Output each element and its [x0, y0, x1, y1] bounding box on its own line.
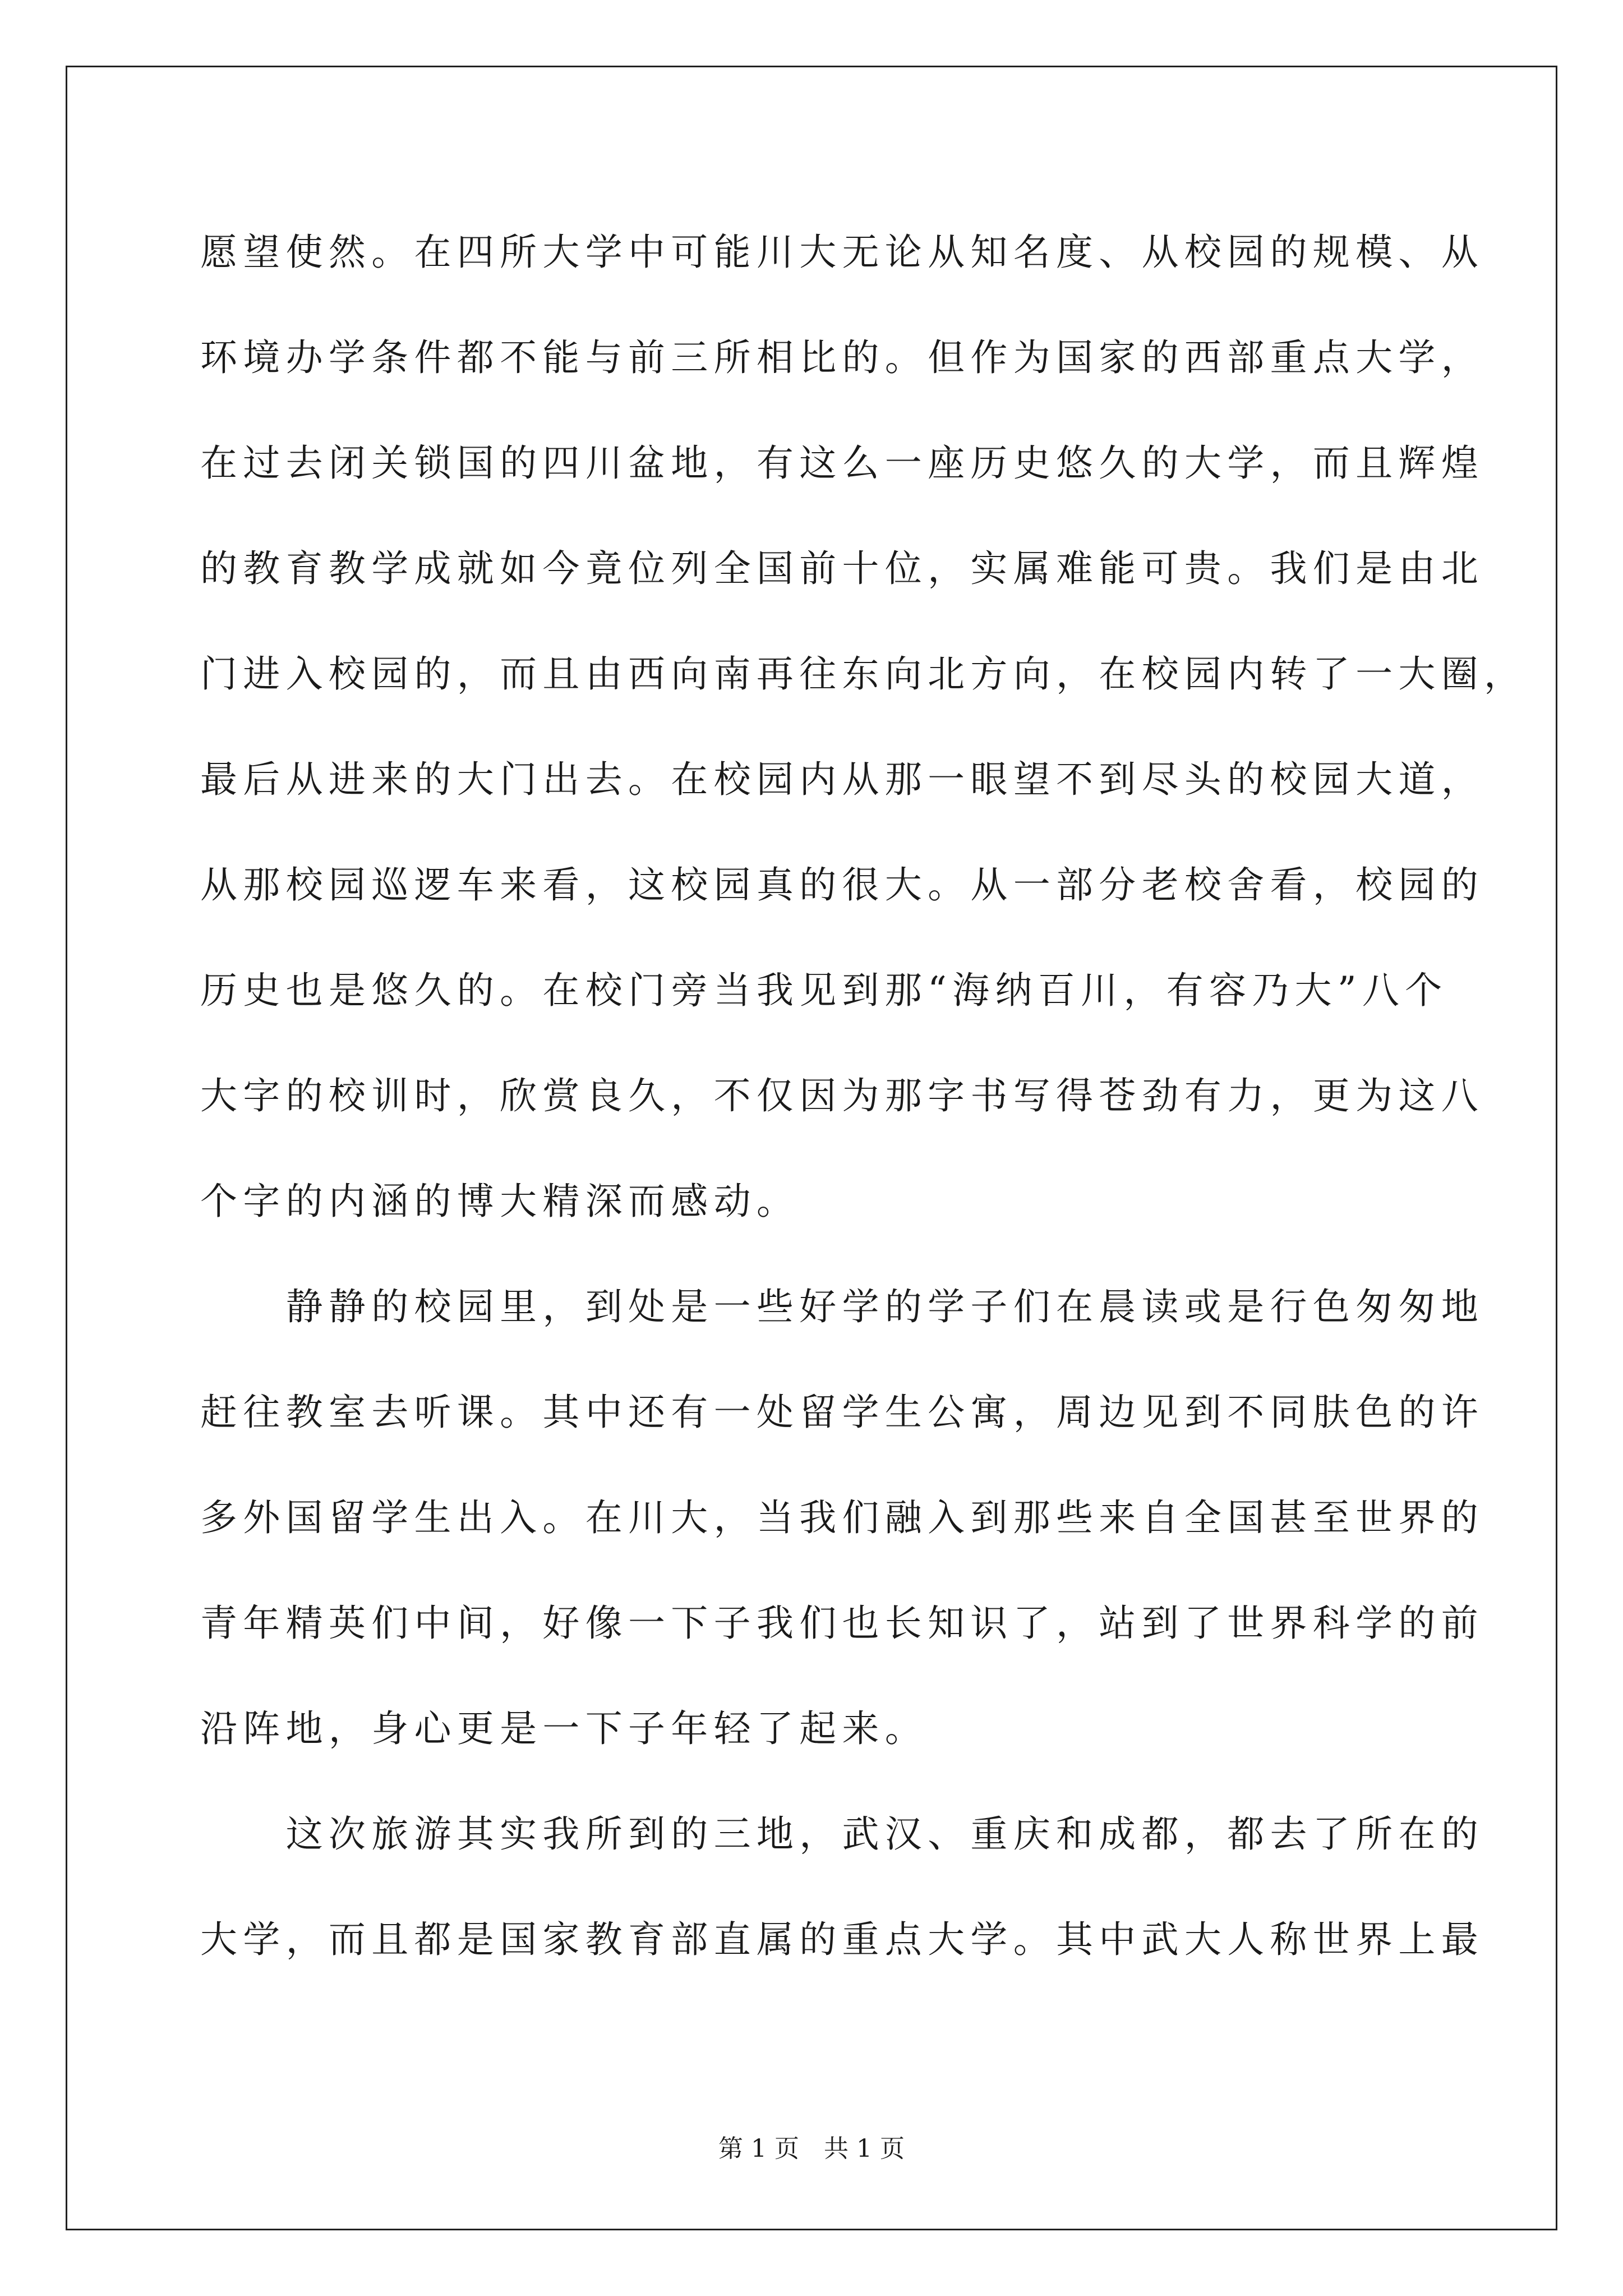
text-line: 静静的校园里，到处是一些好学的学子们在晨读或是行色匆匆地 — [200, 1285, 1484, 1328]
text-line: 愿望使然。在四所大学中可能川大无论从知名度、从校园的规模、从 — [200, 231, 1484, 274]
text-line: 赶往教室去听课。其中还有一处留学生公寓，周边见到不同肤色的许 — [200, 1391, 1484, 1434]
text-line: 青年精英们中间，好像一下子我们也长知识了，站到了世界科学的前 — [200, 1602, 1484, 1645]
text-line: 沿阵地，身心更是一下子年轻了起来。 — [200, 1707, 928, 1750]
document-body — [200, 218, 1527, 2010]
page-footer — [0, 2133, 1623, 2165]
text-line: 最后从进来的大门出去。在校园内从那一眼望不到尽头的校园大道， — [200, 758, 1484, 801]
text-line: 从那校园巡逻车来看，这校园真的很大。从一部分老校舍看，校园的 — [200, 863, 1484, 907]
text-line: 大学，而且都是国家教育部直属的重点大学。其中武大人称世界上最 — [200, 1918, 1484, 1961]
text-line: 在过去闭关锁国的四川盆地，有这么一座历史悠久的大学，而且辉煌 — [200, 441, 1484, 485]
text-line: 个字的内涵的博大精深而感动。 — [200, 1180, 800, 1223]
text-line: 环境办学条件都不能与前三所相比的。但作为国家的西部重点大学， — [200, 336, 1484, 379]
text-line: 门进入校园的，而且由西向南再往东向北方向，在校园内转了一大圈， — [200, 652, 1527, 696]
text-line: 的教育教学成就如今竟位列全国前十位，实属难能可贵。我们是由北 — [200, 547, 1484, 590]
text-line: 这次旅游其实我所到的三地，武汉、重庆和成都，都去了所在的 — [200, 1812, 1484, 1856]
text-line: 多外国留学生出入。在川大，当我们融入到那些来自全国甚至世界的 — [200, 1496, 1484, 1539]
text-line: 大字的校训时，欣赏良久，不仅因为那字书写得苍劲有力，更为这八 — [200, 1074, 1484, 1117]
page-number-label: 第 1 页 共 1 页 — [718, 2134, 905, 2163]
text-line: 历史也是悠久的。在校门旁当我见到那“海纳百川，有容乃大”八个 — [200, 969, 1448, 1012]
